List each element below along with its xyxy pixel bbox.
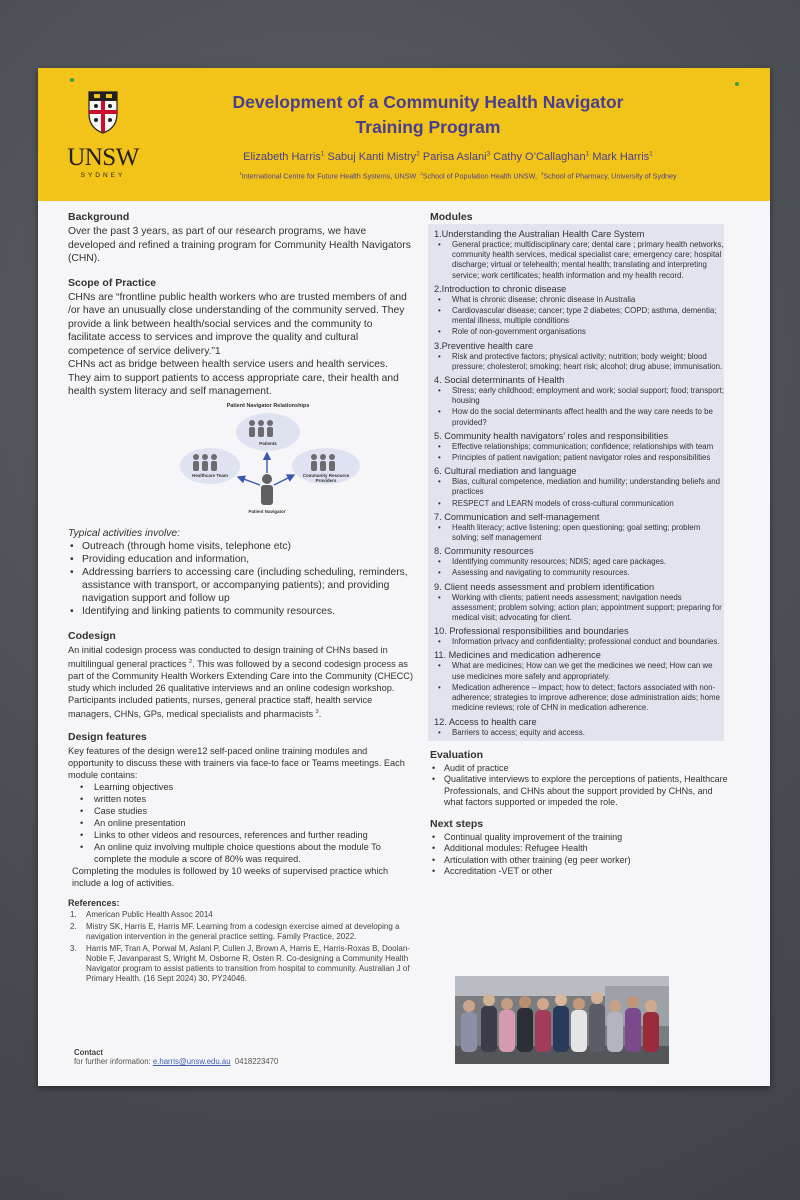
evaluation-heading: Evaluation	[430, 748, 484, 761]
patient-navigator-figure-icon	[261, 474, 273, 505]
list-item: • Audit of practice	[430, 763, 730, 775]
scope-text-2: CHNs act as bridge between health service users and health services. They aim to support patients to access appropriate care, their health and health system literacy and self management.	[68, 359, 399, 397]
list-item: • Risk and protective factors; physical activity; nutrition; body weight; blood pressure; cholesterol; smoking; heart risk; alcohol; drug abuse; immunisation.	[434, 352, 724, 372]
module-item: 9. Client needs assessment and problem identification • Working with clients; patient needs assessment; navigation needs assessment; problem solving; action plan; appointment support; preparing for medical visit; advocating for client.	[434, 581, 724, 624]
module-item: 7. Communication and self-management • Health literacy; active listening; open questioning; goal setting; problem solving; self management	[434, 511, 724, 543]
list-item: • How do the social determinants affect health and the way care needs to be provided?	[434, 407, 724, 427]
group-people-icon	[455, 976, 669, 1064]
codesign-text: An initial codesign process was conducted to design training of CHNs based in multilingual general practices $^2$. This was followed by a second codesign process as part of the Community Health Workers Extending Care into the Community (CHECC) study which included 26 qualitative interviews and an online codesign workshop. Participants included patients, nurses, general practice staff, health service managers, CHNs, GPs, medical specialists and pharmacists $^3$.	[68, 645, 413, 720]
next-steps-list	[430, 832, 730, 878]
diagram-label-healthcare-team: Healthcare Team	[192, 472, 228, 478]
reference-item: 1. American Public Health Assoc 2014	[70, 910, 213, 920]
right-column	[430, 211, 730, 878]
author-list	[188, 150, 708, 163]
author: Parisa Aslani$^3$	[422, 150, 491, 163]
module-item: 10. Professional responsibilities and boundaries • Information privacy and confidentiality; professional conduct and boundaries.	[434, 625, 724, 647]
contact-block	[74, 1048, 278, 1066]
reference-item: 2. Mistry SK, Harris E, Harris MF. Learning from a codesign exercise aimed at developing a navigation intervention in the general practice setting. Family Practice, 2022.	[70, 922, 400, 942]
background-text: Over the past 3 years, as part of our research programs, we have developed and refined a training program for Community Health Navigators (CHN).	[68, 226, 411, 264]
design-intro: Key features of the design were12 self-paced online training modules and opportunity to discuss these with trainers via face-to face or Teams meetings. Each module contains:	[68, 746, 405, 781]
list-item: • Additional modules: Refugee Health	[430, 843, 730, 855]
design-outro: Completing the modules is followed by 10 weeks of supervised practice which include a log of activities.	[72, 866, 389, 889]
list-item: • Accreditation -VET or other	[430, 866, 730, 878]
list-item: • Case studies	[68, 805, 413, 817]
list-item: • Working with clients; patient needs assessment; navigation needs assessment; problem solving; action plan; appointment support; preparing for medical visit; advocating for client.	[434, 593, 724, 624]
logo-subtext: SYDNEY	[80, 172, 126, 179]
pin-icon	[70, 78, 74, 82]
poster	[38, 68, 770, 1086]
list-item: • Addressing barriers to accessing care (including scheduling, reminders, assistance with transport, or accompanying patients); and providing navigation support and follow up	[68, 566, 413, 605]
diagram-label-patient-navigator: Patient Navigator	[248, 508, 286, 514]
activities-heading: Typical activities involve:	[68, 527, 180, 539]
module-item: 6. Cultural mediation and language • Bias, cultural competence, mediation and humility; understanding beliefs and practices • RESPECT and LEARN models of cross-cultural communication	[434, 465, 724, 509]
design-list	[68, 781, 413, 865]
unsw-crest-icon	[87, 90, 119, 134]
contact-label: for further information:	[74, 1057, 151, 1066]
diagram-label-patients: Patients	[259, 440, 277, 446]
author: Sabuj Kanti Mistry$^2$	[327, 150, 420, 163]
list-item: • An online presentation	[68, 817, 413, 829]
list-item: • Bias, cultural competence, mediation and humility; understanding beliefs and practices	[434, 477, 724, 497]
list-item: • Qualitative interviews to explore the perceptions of patients, Healthcare Professionals, and CHNs about the support provided by CHNs, and what factors supported or impeded the role.	[430, 774, 730, 809]
list-item: • Outreach (through home visits, telephone etc)	[68, 540, 413, 553]
evaluation-list	[430, 763, 730, 809]
list-item: • written notes	[68, 793, 413, 805]
diagram-label-community-providers: Community Resource Providers	[302, 472, 350, 483]
unsw-logo	[60, 90, 146, 190]
list-item: • Continual quality improvement of the training	[430, 832, 730, 844]
logo-wordmark: UNSW	[67, 144, 139, 171]
contact-line	[74, 1057, 278, 1066]
list-item: • Providing education and information,	[68, 553, 413, 566]
healthcare-team-group-icon	[193, 454, 217, 471]
list-item: • Barriers to access; equity and access.	[434, 728, 724, 738]
modules-heading: Modules	[430, 211, 473, 223]
list-item: • What is chronic disease; chronic disease in Australia	[434, 295, 724, 305]
reference-item: 3. Harris MF, Tran A, Porwal M, Aslani P, Cullen J, Brown A, Harris E, Harris-Roxas B, Doolan-Noble F, Javanparast S, Wright M, Osborne R, Osten R. Co-designing a Community Health Navigator program to assist patients to transition from hospital to community. Australian J of Primary Health. (16 Sept 2024) 30, PY24046.	[70, 944, 410, 984]
list-item: • General practice; multidisciplinary care; dental care ; primary health networks, community health services, medical specialist care; emergency care; hospital discharge; virtual or telehealth; mental health; translating and interpreting service; work certificates; health information and my health record.	[434, 240, 724, 281]
list-item: • Health literacy; active listening; open questioning; goal setting; problem solving; self management	[434, 523, 724, 543]
poster-header	[38, 68, 770, 201]
module-item: 11. Medicines and medication adherence • What are medicines; How can we get the medicines we need; How can we use medicines more safely and appropriately. • Medication adherence – impact; how to detect; factors associated with non-adherence; strategies to improve adherence; dose administration aids; home medicine reviews; role of CHN in medication adherence.	[434, 649, 724, 713]
codesign-heading: Codesign	[68, 630, 116, 642]
author: Elizabeth Harris$^1$	[243, 150, 325, 163]
left-column	[68, 211, 413, 986]
module-item: 2.Introduction to chronic disease • What is chronic disease; chronic disease in Australia • Cardiovascular disease; cancer; type 2 diabetes; COPD; asthma, dementia; mental illness, multiple conditions • Role of non-government organisations	[434, 283, 724, 338]
module-item: 8. Community resources • Identifying community resources; NDIS; aged care packages. • Assessing and navigating to community resources.	[434, 545, 724, 578]
module-item: 5. Community health navigators’ roles and responsibilities • Effective relationships; communication; confidence; relationships with team • Principles of patient navigation; patient navigator roles and responsibilities	[434, 430, 724, 463]
list-item: • Links to other videos and resources, references and further reading	[68, 829, 413, 841]
group-photo	[455, 976, 669, 1064]
author: Cathy O’Callaghan$^1$	[493, 150, 590, 163]
next-steps-heading: Next steps	[430, 817, 484, 830]
title-line-2: Training Program	[355, 117, 501, 137]
community-providers-group-icon	[311, 454, 335, 471]
module-item: 12. Access to health care • Barriers to access; equity and access.	[434, 716, 724, 738]
list-item: • Assessing and navigating to community resources.	[434, 568, 724, 578]
author: Mark Harris$^1$	[592, 150, 653, 163]
list-item: • Medication adherence – impact; how to detect; factors associated with non-adherence; strategies to improve adherence; dose administration aids; home medicine reviews; role of CHN in medication adherence.	[434, 683, 724, 714]
list-item: • Identifying community resources; NDIS; aged care packages.	[434, 557, 724, 567]
references-heading: References:	[68, 898, 120, 909]
list-item: • RESPECT and LEARN models of cross-cultural communication	[434, 499, 724, 509]
scope-text-1: CHNs are “frontline public health workers who are trusted members of and /or have an unusually close understanding of the community served. They provide a link between health/social services and the community to facilitate access to services and improve the quality and cultural competence of service delivery.”1	[68, 291, 407, 357]
scope-heading: Scope of Practice	[68, 276, 157, 289]
diagram-graphics	[68, 403, 413, 521]
list-item: • An online quiz involving multiple choice questions about the module To complete the module a score of 80% was required.	[68, 841, 413, 865]
module-item: 1.Understanding the Australian Health Care System • General practice; multidisciplinary care; dental care ; primary health networks, community health services, medical specialist care; emergency care; hospital discharge; virtual or telehealth; mental health; translating and interpreting service; work certificates; health information and my health record.	[434, 228, 724, 281]
modules-panel	[428, 224, 724, 741]
design-heading: Design features	[68, 731, 147, 744]
list-item: • Learning objectives	[68, 781, 413, 793]
references-list	[68, 910, 413, 984]
contact-heading: Contact	[74, 1048, 104, 1057]
affiliations: $^1$International Centre for Future Health Systems, UNSW $^2$School of Population Health UNSW, $^3$School of Pharmacy, University of Sydney	[239, 171, 677, 181]
activities-list	[68, 540, 413, 618]
background-heading: Background	[68, 211, 130, 223]
module-item: 4. Social determinants of Health • Stress; early childhood; employment and work; social support; food; transport; housing • How do the social determinants affect health and the way care needs to be provided?	[434, 374, 724, 428]
list-item: • Effective relationships; communication; confidence; relationships with team	[434, 442, 724, 452]
title-line-1: Development of a Community Health Navigator	[232, 92, 624, 112]
list-item: • Stress; early childhood; employment and work; social support; food; transport; housing	[434, 386, 724, 406]
pin-icon	[735, 82, 739, 86]
patients-group-icon	[249, 420, 273, 437]
list-item: • Cardiovascular disease; cancer; type 2 diabetes; COPD; asthma, dementia; mental illness, multiple conditions	[434, 306, 724, 326]
contact-email-link[interactable]: e.harris@unsw.edu.au	[152, 1057, 231, 1066]
diagram-title: Patient Navigator Relationships	[226, 402, 310, 409]
contact-phone: 0418223470	[234, 1057, 279, 1066]
list-item: • What are medicines; How can we get the medicines we need; How can we use medicines more safely and appropriately.	[434, 661, 724, 681]
list-item: • Information privacy and confidentiality; professional conduct and boundaries.	[434, 637, 724, 647]
list-item: • Role of non-government organisations	[434, 327, 724, 337]
list-item: • Principles of patient navigation; patient navigator roles and responsibilities	[434, 453, 724, 463]
list-item: • Identifying and linking patients to community resources.	[68, 605, 413, 618]
list-item: • Articulation with other training (eg peer worker)	[430, 855, 730, 867]
navigator-relationship-diagram	[68, 403, 413, 521]
poster-title	[178, 90, 678, 140]
module-item: 3.Preventive health care • Risk and protective factors; physical activity; nutrition; body weight; blood pressure; cholesterol; smoking; heart risk; alcohol; drug abuse; immunisation.	[434, 340, 724, 372]
